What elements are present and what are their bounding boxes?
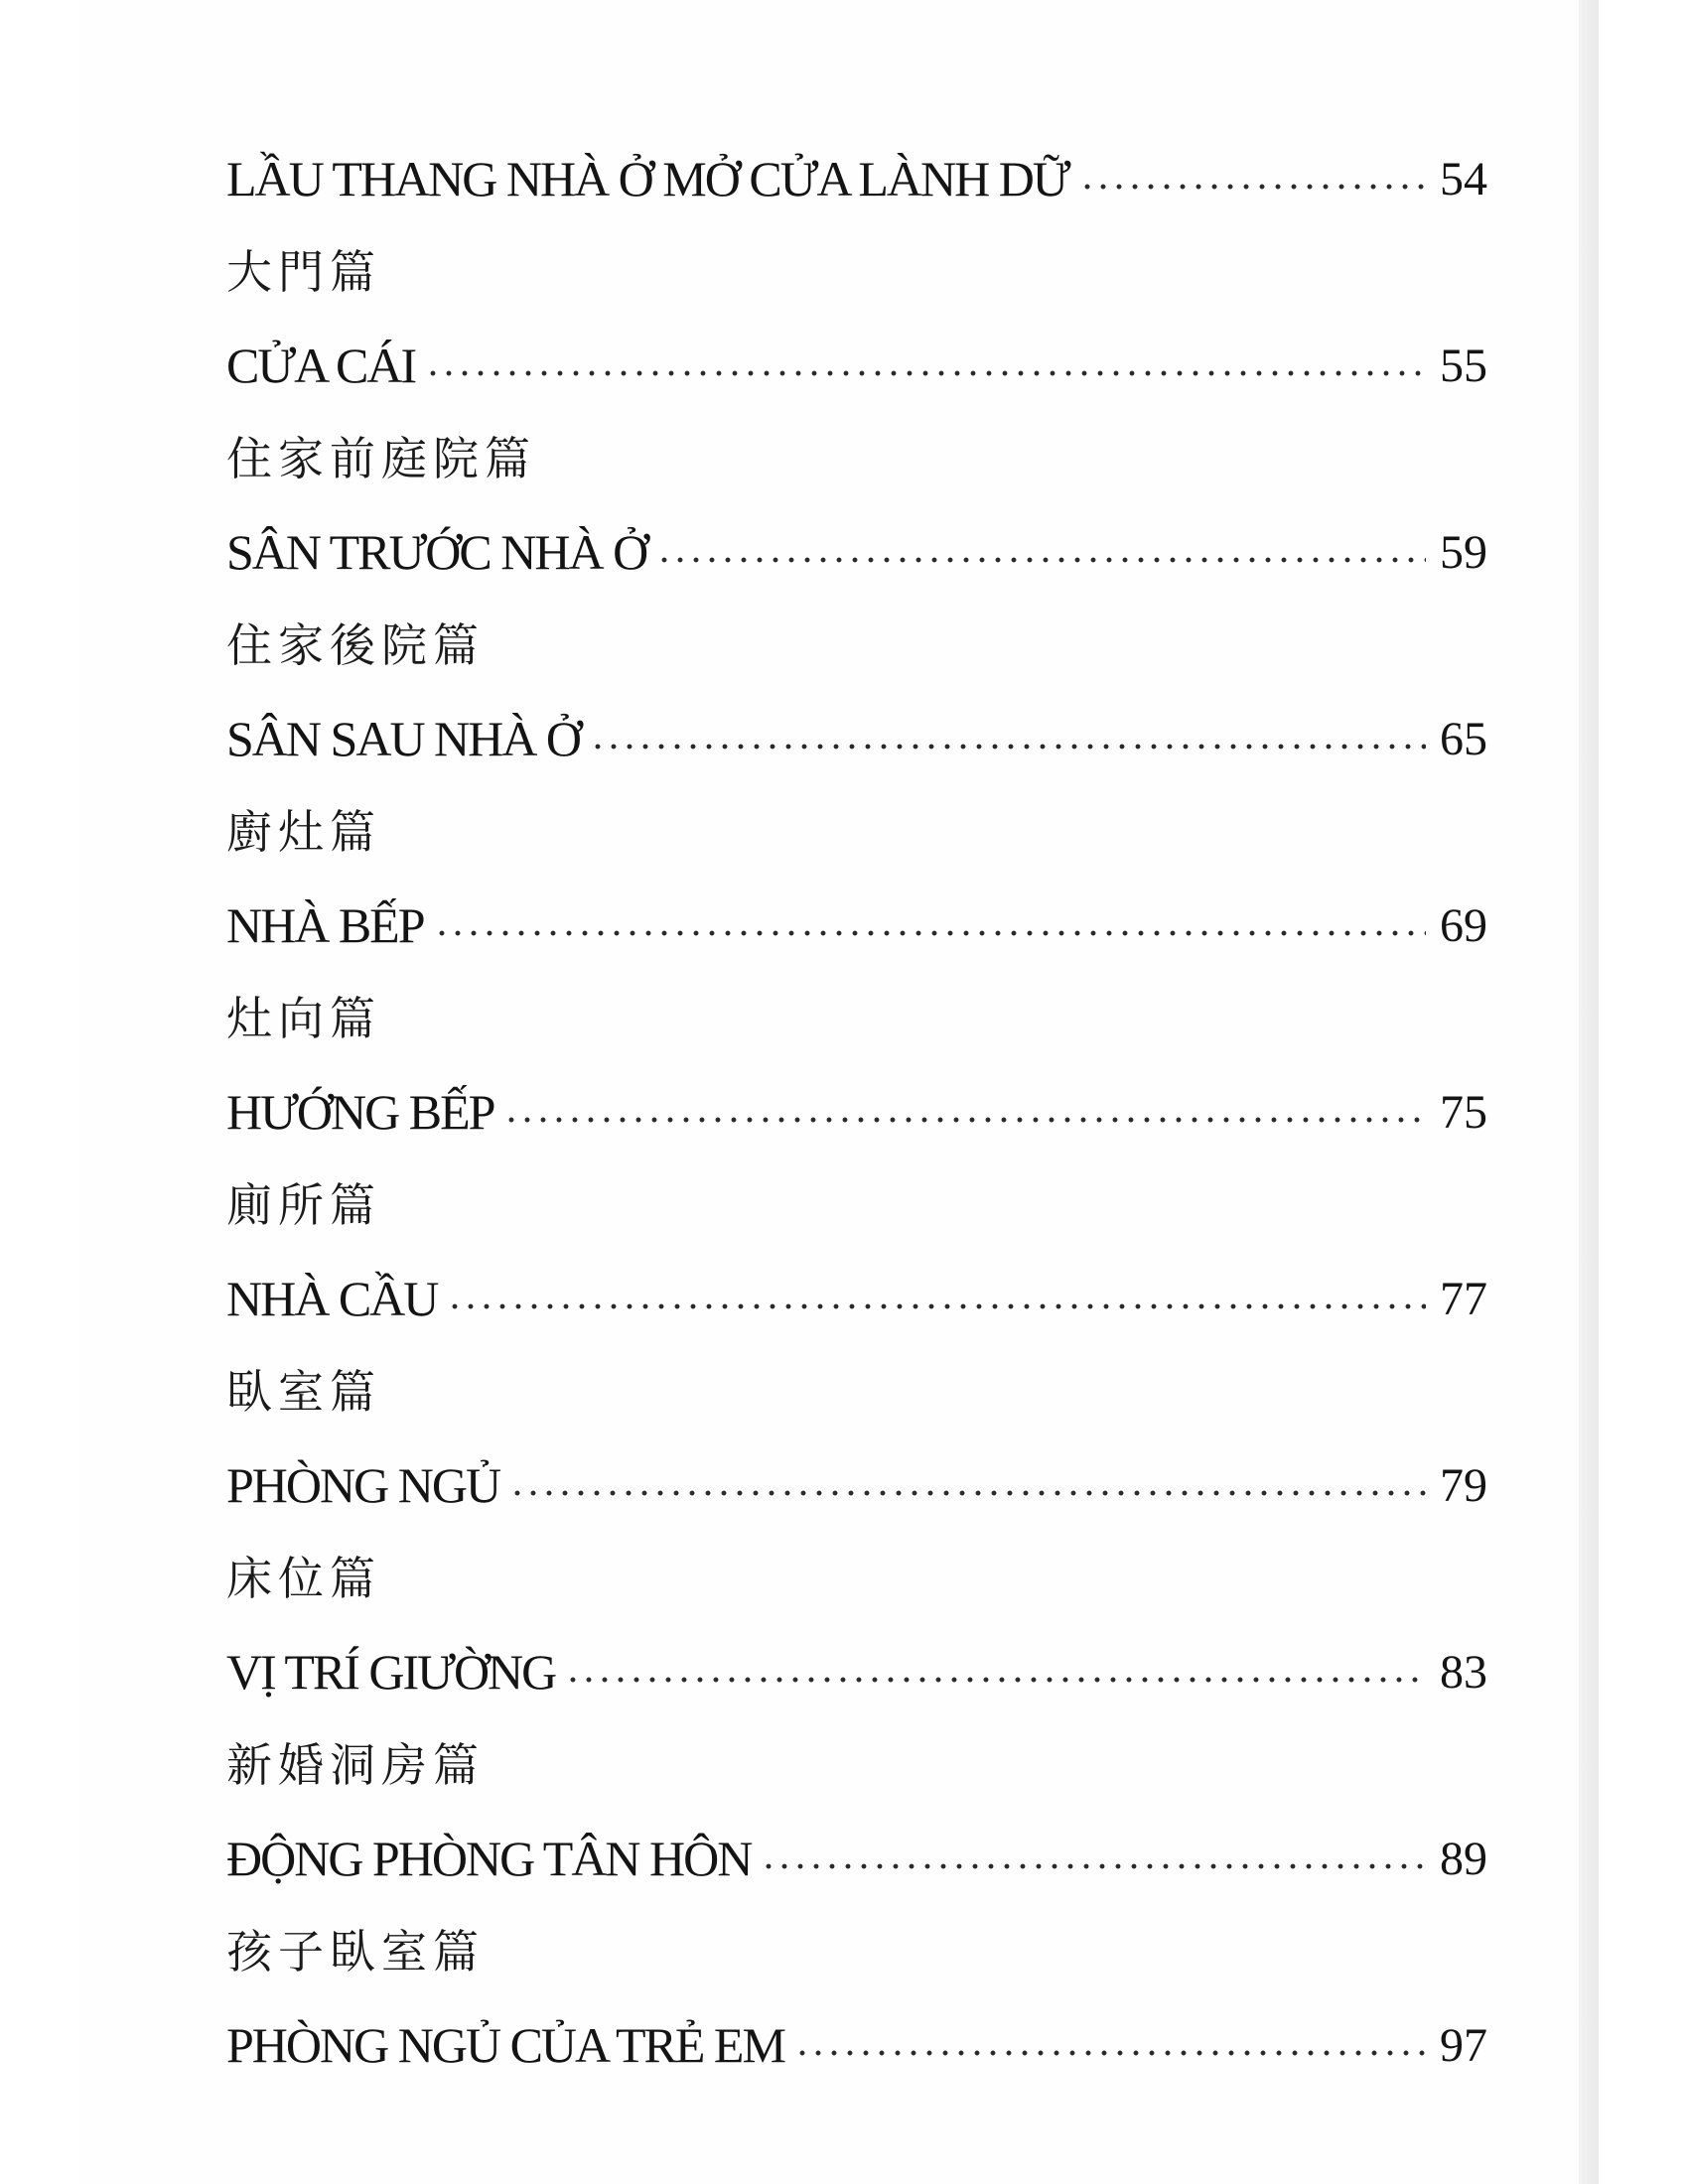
toc-entry-title: ĐỘNG PHÒNG TÂN HÔN <box>226 1831 752 1886</box>
toc-page-number: 79 <box>1440 1458 1487 1512</box>
dot-leader <box>425 370 1426 376</box>
toc-entry-title: NHÀ CẦU <box>226 1271 438 1326</box>
dot-leader <box>794 2050 1426 2056</box>
chinese-section-heading: 大門篇 <box>226 245 381 299</box>
toc-page-number: 89 <box>1440 1832 1487 1885</box>
toc-entry[interactable] <box>226 132 1487 225</box>
dot-leader <box>509 1490 1426 1496</box>
chinese-section-heading: 廚灶篇 <box>226 805 381 859</box>
page-edge <box>1579 0 1599 2184</box>
toc-entry-title: CỬA CÁI <box>226 338 416 393</box>
toc-entry-title: PHÒNG NGỦ <box>226 1457 500 1513</box>
dot-leader <box>656 557 1426 563</box>
chinese-section-heading: 廁所篇 <box>226 1178 381 1232</box>
toc-page-number: 75 <box>1440 1085 1487 1139</box>
toc-entry[interactable] <box>226 1438 1487 1532</box>
toc-entry[interactable] <box>226 505 1487 599</box>
toc-page-number: 77 <box>1440 1272 1487 1325</box>
toc-entry-title: NHÀ BẾP <box>226 897 424 953</box>
dot-leader <box>565 1677 1426 1683</box>
toc-page-number: 55 <box>1440 339 1487 392</box>
toc-entry-title: PHÒNG NGỦ CỦA TRẺ EM <box>226 2017 784 2073</box>
toc-entry-title: VỊ TRÍ GIƯỜNG <box>226 1644 556 1700</box>
dot-leader <box>1079 184 1426 190</box>
chinese-section-heading: 灶向篇 <box>226 992 381 1045</box>
table-of-contents <box>226 132 1487 2092</box>
toc-page-number: 65 <box>1440 712 1487 765</box>
dot-leader <box>761 1863 1426 1869</box>
toc-entry-title: SÂN TRƯỚC NHÀ Ở <box>226 524 647 580</box>
chinese-section-heading: 臥室篇 <box>226 1365 381 1419</box>
toc-entry[interactable] <box>226 1065 1487 1159</box>
dot-leader <box>503 1117 1426 1123</box>
dot-leader <box>434 930 1426 936</box>
dot-leader <box>447 1303 1426 1309</box>
toc-page-number: 54 <box>1440 152 1487 205</box>
toc-entry-title: SÂN SAU NHÀ Ở <box>226 711 580 766</box>
toc-entry-title: HƯỚNG BẾP <box>226 1084 494 1140</box>
toc-page-number: 69 <box>1440 898 1487 952</box>
toc-entry[interactable] <box>226 879 1487 972</box>
toc-entry[interactable] <box>226 319 1487 412</box>
toc-page-number: 83 <box>1440 1645 1487 1699</box>
chinese-section-heading: 孩子臥室篇 <box>226 1925 485 1979</box>
toc-entry[interactable] <box>226 1812 1487 1905</box>
toc-entry-title: LẦU THANG NHÀ Ở MỞ CỬA LÀNH DỮ <box>226 151 1069 206</box>
toc-entry[interactable] <box>226 692 1487 785</box>
chinese-section-heading: 住家前庭院篇 <box>226 432 536 485</box>
chinese-section-heading: 床位篇 <box>226 1552 381 1605</box>
toc-page-number: 97 <box>1440 2018 1487 2072</box>
toc-entry[interactable] <box>226 1998 1487 2092</box>
dot-leader <box>590 744 1426 750</box>
chinese-section-heading: 住家後院篇 <box>226 618 485 672</box>
chinese-section-heading: 新婚洞房篇 <box>226 1738 485 1792</box>
toc-page-number: 59 <box>1440 525 1487 579</box>
toc-entry[interactable] <box>226 1252 1487 1345</box>
toc-entry[interactable] <box>226 1625 1487 1718</box>
